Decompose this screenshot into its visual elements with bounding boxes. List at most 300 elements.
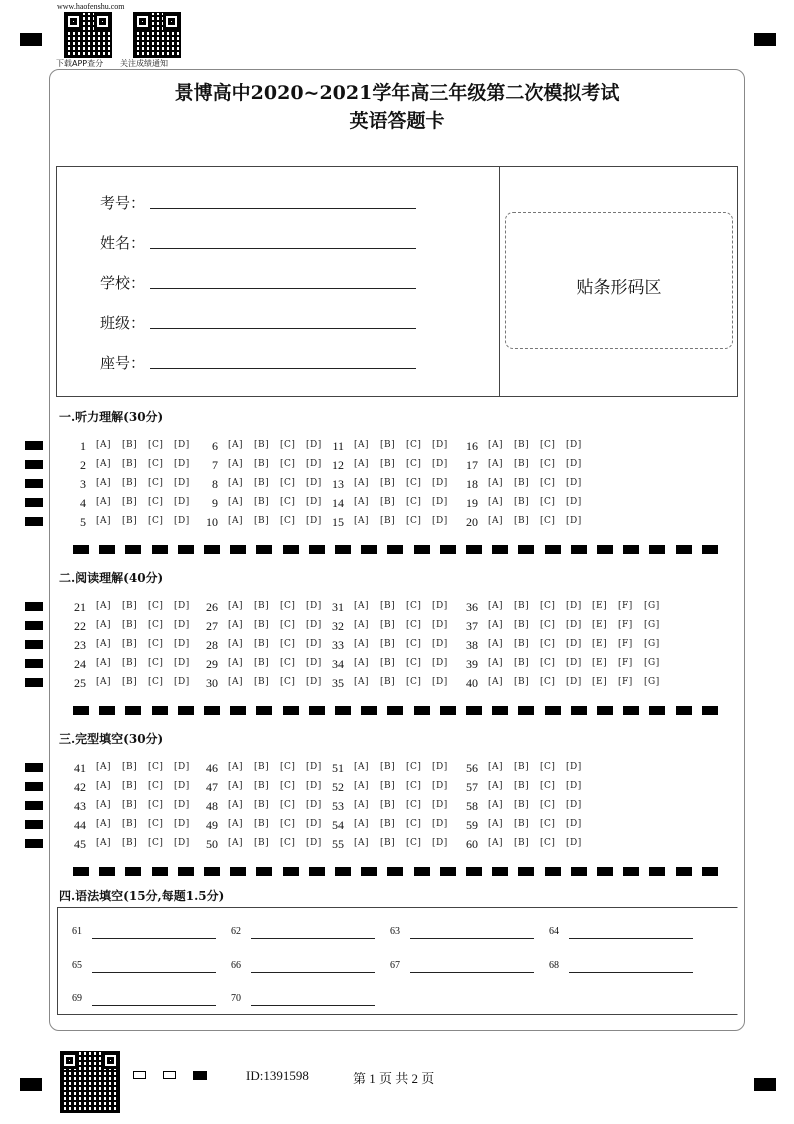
answer-bubble[interactable]: [B] [380,459,396,469]
answer-bubble[interactable]: [C] [406,838,422,848]
answer-bubble[interactable]: [B] [514,781,530,791]
answer-bubble[interactable]: [B] [122,781,138,791]
question-number: 48 [206,799,218,813]
answer-bubble[interactable]: [E] [592,677,608,687]
answer-bubble[interactable]: [B] [514,677,530,687]
question-number: 5 [80,515,86,529]
answer-bubble[interactable]: [C] [280,781,296,791]
answer-bubble[interactable]: [F] [618,601,633,611]
answer-bubble[interactable]: [D] [432,497,448,507]
answer-bubble[interactable]: [C] [280,478,296,488]
answer-bubble[interactable]: [C] [406,819,422,829]
qr-code-app-icon [64,12,112,58]
answer-bubble[interactable]: [A] [488,819,504,829]
answer-bubble[interactable]: [C] [406,497,422,507]
answer-bubble[interactable]: [G] [644,677,660,687]
answer-bubble[interactable]: [D] [566,781,582,791]
answer-bubble[interactable]: [B] [122,601,138,611]
answer-bubble[interactable]: [B] [122,658,138,668]
answer-bubble[interactable]: [D] [432,601,448,611]
separator-dash [125,545,141,554]
answer-bubble[interactable]: [C] [280,639,296,649]
row-timing-mark [25,782,43,791]
answer-bubble[interactable]: [D] [432,516,448,526]
answer-bubble[interactable]: [D] [306,639,322,649]
answer-bubble[interactable]: [D] [306,658,322,668]
answer-bubble[interactable]: [D] [174,497,190,507]
answer-bubble[interactable]: [B] [514,620,530,630]
answer-bubble[interactable]: [B] [514,658,530,668]
info-field-input-line[interactable] [150,368,416,369]
answer-bubble[interactable]: [B] [514,478,530,488]
answer-bubble[interactable]: [C] [280,838,296,848]
answer-bubble[interactable]: [B] [122,516,138,526]
answer-bubble[interactable]: [C] [406,440,422,450]
answer-bubble[interactable]: [C] [406,620,422,630]
answer-bubble[interactable]: [D] [174,516,190,526]
separator-dash [256,867,272,876]
answer-bubble[interactable]: [B] [254,440,270,450]
answer-bubble[interactable]: [B] [122,762,138,772]
answer-bubble[interactable]: [D] [306,781,322,791]
question-number: 4 [80,496,86,510]
answer-bubble[interactable]: [C] [280,516,296,526]
answer-bubble[interactable]: [D] [566,819,582,829]
registration-mark-bottom-left [20,1078,42,1091]
separator-dash [387,706,403,715]
answer-bubble[interactable]: [C] [406,516,422,526]
answer-bubble[interactable]: [C] [406,478,422,488]
answer-bubble[interactable]: [C] [148,601,164,611]
answer-bubble[interactable]: [A] [96,762,112,772]
answer-bubble[interactable]: [C] [148,781,164,791]
separator-dash [283,545,299,554]
answer-bubble[interactable]: [B] [122,440,138,450]
answer-bubble[interactable]: [B] [122,677,138,687]
answer-bubble[interactable]: [D] [566,497,582,507]
answer-bubble[interactable]: [A] [96,677,112,687]
answer-bubble[interactable]: [A] [488,601,504,611]
answer-bubble[interactable]: [A] [228,497,244,507]
answer-bubble[interactable]: [C] [406,677,422,687]
answer-bubble[interactable]: [C] [540,478,556,488]
answer-bubble[interactable]: [B] [254,781,270,791]
answer-bubble[interactable]: [C] [406,762,422,772]
answer-bubble[interactable]: [D] [432,459,448,469]
answer-bubble[interactable]: [D] [306,620,322,630]
answer-bubble[interactable]: [C] [280,762,296,772]
answer-bubble[interactable]: [C] [148,620,164,630]
answer-bubble[interactable]: [A] [228,762,244,772]
answer-bubble[interactable]: [D] [306,677,322,687]
answer-bubble[interactable]: [B] [380,658,396,668]
grammar-answer-line[interactable] [251,1005,375,1006]
answer-bubble[interactable]: [D] [432,819,448,829]
answer-bubble[interactable]: [D] [432,658,448,668]
answer-bubble[interactable]: [C] [148,658,164,668]
separator-dash [545,867,561,876]
answer-bubble[interactable]: [B] [254,497,270,507]
answer-bubble[interactable]: [D] [174,620,190,630]
answer-bubble[interactable]: [A] [228,601,244,611]
answer-bubble[interactable]: [D] [174,781,190,791]
grammar-answer-line[interactable] [410,938,534,939]
info-field-input-line[interactable] [150,208,416,209]
answer-bubble[interactable]: [B] [254,459,270,469]
separator-dash [518,706,534,715]
answer-bubble[interactable]: [A] [96,781,112,791]
row-timing-mark [25,517,43,526]
answer-bubble[interactable]: [D] [432,781,448,791]
answer-bubble[interactable]: [D] [306,516,322,526]
answer-bubble[interactable]: [D] [566,838,582,848]
answer-bubble[interactable]: [C] [280,620,296,630]
answer-bubble[interactable]: [B] [380,781,396,791]
registration-mark-top-right [754,33,776,46]
info-field-input-line[interactable] [150,328,416,329]
answer-bubble[interactable]: [A] [354,459,370,469]
answer-bubble[interactable]: [C] [406,658,422,668]
answer-bubble[interactable]: [C] [406,781,422,791]
answer-bubble[interactable]: [B] [380,762,396,772]
answer-bubble[interactable]: [A] [96,497,112,507]
answer-bubble[interactable]: [A] [228,819,244,829]
answer-bubble[interactable]: [C] [148,800,164,810]
answer-bubble[interactable]: [E] [592,601,608,611]
answer-bubble[interactable]: [D] [566,601,582,611]
answer-bubble[interactable]: [C] [540,800,556,810]
grammar-question-number: 68 [549,960,559,971]
answer-bubble[interactable]: [A] [228,639,244,649]
answer-bubble[interactable]: [A] [354,620,370,630]
answer-bubble[interactable]: [C] [148,459,164,469]
answer-bubble[interactable]: [A] [488,478,504,488]
answer-bubble[interactable]: [D] [566,762,582,772]
answer-bubble[interactable]: [C] [540,838,556,848]
answer-bubble[interactable]: [F] [618,677,633,687]
answer-bubble[interactable]: [A] [488,658,504,668]
answer-bubble[interactable]: [C] [280,601,296,611]
answer-bubble[interactable]: [D] [566,639,582,649]
separator-dash [545,545,561,554]
answer-bubble[interactable]: [C] [280,440,296,450]
answer-bubble[interactable]: [B] [254,800,270,810]
answer-bubble[interactable]: [C] [406,800,422,810]
answer-bubble[interactable]: [A] [488,497,504,507]
separator-dash [492,545,508,554]
answer-bubble[interactable]: [A] [488,440,504,450]
answer-bubble[interactable]: [C] [280,459,296,469]
answer-bubble[interactable]: [D] [566,478,582,488]
answer-bubble[interactable]: [D] [432,838,448,848]
answer-bubble[interactable]: [F] [618,639,633,649]
answer-bubble[interactable]: [G] [644,601,660,611]
grammar-answer-line[interactable] [92,1005,216,1006]
answer-bubble[interactable]: [B] [380,639,396,649]
answer-bubble[interactable]: [A] [354,800,370,810]
answer-bubble[interactable]: [D] [432,677,448,687]
answer-bubble[interactable]: [A] [488,838,504,848]
answer-bubble[interactable]: [B] [514,800,530,810]
grammar-question-number: 63 [390,926,400,937]
answer-bubble[interactable]: [D] [306,762,322,772]
answer-bubble[interactable]: [E] [592,658,608,668]
answer-bubble[interactable]: [D] [306,800,322,810]
separator-dash [387,867,403,876]
info-field-input-line[interactable] [150,248,416,249]
answer-bubble[interactable]: [C] [540,620,556,630]
answer-bubble[interactable]: [B] [514,838,530,848]
answer-bubble[interactable]: [A] [96,658,112,668]
answer-bubble[interactable]: [C] [280,677,296,687]
answer-bubble[interactable]: [D] [566,658,582,668]
answer-bubble[interactable]: [C] [540,819,556,829]
answer-bubble[interactable]: [C] [540,459,556,469]
answer-bubble[interactable]: [B] [122,497,138,507]
answer-bubble[interactable]: [D] [174,639,190,649]
answer-bubble[interactable]: [A] [354,658,370,668]
answer-bubble[interactable]: [D] [174,658,190,668]
answer-bubble[interactable]: [B] [122,800,138,810]
answer-bubble[interactable]: [B] [254,819,270,829]
answer-bubble[interactable]: [B] [380,497,396,507]
answer-bubble[interactable]: [A] [96,440,112,450]
answer-bubble[interactable]: [A] [228,838,244,848]
answer-bubble[interactable]: [G] [644,620,660,630]
answer-bubble[interactable]: [B] [254,478,270,488]
row-timing-mark [25,820,43,829]
answer-bubble[interactable]: [A] [228,516,244,526]
grammar-answer-line[interactable] [569,938,693,939]
answer-bubble[interactable]: [D] [566,516,582,526]
answer-bubble[interactable]: [D] [306,838,322,848]
answer-bubble[interactable]: [A] [96,639,112,649]
answer-bubble[interactable]: [B] [254,762,270,772]
answer-bubble[interactable]: [F] [618,620,633,630]
answer-bubble[interactable]: [B] [380,440,396,450]
answer-bubble[interactable]: [A] [354,819,370,829]
answer-bubble[interactable]: [D] [306,497,322,507]
answer-bubble[interactable]: [A] [488,800,504,810]
answer-bubble[interactable]: [B] [122,478,138,488]
answer-bubble[interactable]: [B] [514,762,530,772]
answer-bubble[interactable]: [C] [280,819,296,829]
answer-bubble[interactable]: [B] [380,819,396,829]
answer-bubble[interactable]: [B] [380,838,396,848]
answer-bubble[interactable]: [C] [540,516,556,526]
answer-bubble[interactable]: [C] [280,658,296,668]
answer-bubble[interactable]: [B] [122,838,138,848]
answer-bubble[interactable]: [D] [306,459,322,469]
answer-bubble[interactable]: [A] [96,620,112,630]
answer-bubble[interactable]: [C] [280,497,296,507]
answer-bubble[interactable]: [C] [540,762,556,772]
answer-bubble[interactable]: [A] [228,620,244,630]
answer-bubble[interactable]: [B] [254,639,270,649]
answer-bubble[interactable]: [B] [254,601,270,611]
separator-dash [518,867,534,876]
answer-bubble[interactable]: [D] [432,620,448,630]
answer-bubble[interactable]: [C] [540,497,556,507]
grammar-answer-line[interactable] [251,972,375,973]
answer-bubble[interactable]: [C] [148,838,164,848]
answer-bubble[interactable]: [D] [566,800,582,810]
answer-bubble[interactable]: [B] [254,677,270,687]
answer-bubble[interactable]: [D] [306,478,322,488]
answer-bubble[interactable]: [D] [432,639,448,649]
answer-bubble[interactable]: [D] [174,677,190,687]
answer-bubble[interactable]: [B] [514,459,530,469]
answer-bubble[interactable]: [D] [174,601,190,611]
answer-bubble[interactable]: [A] [354,516,370,526]
answer-bubble[interactable]: [C] [148,497,164,507]
answer-bubble[interactable]: [B] [122,459,138,469]
answer-bubble[interactable]: [D] [432,478,448,488]
answer-bubble[interactable]: [D] [306,440,322,450]
info-field-input-line[interactable] [150,288,416,289]
answer-bubble[interactable]: [B] [514,639,530,649]
answer-bubble[interactable]: [D] [174,440,190,450]
answer-bubble[interactable]: [D] [566,459,582,469]
answer-bubble[interactable]: [C] [540,781,556,791]
answer-bubble[interactable]: [E] [592,620,608,630]
answer-bubble[interactable]: [A] [228,658,244,668]
answer-bubble[interactable]: [C] [148,478,164,488]
answer-bubble[interactable]: [A] [96,601,112,611]
answer-bubble[interactable]: [C] [148,819,164,829]
answer-bubble[interactable]: [B] [514,440,530,450]
answer-bubble[interactable]: [A] [96,800,112,810]
answer-bubble[interactable]: [C] [406,639,422,649]
grammar-answer-line[interactable] [92,972,216,973]
grammar-answer-line[interactable] [569,972,693,973]
answer-bubble[interactable]: [A] [488,459,504,469]
answer-bubble[interactable]: [A] [228,440,244,450]
answer-bubble[interactable]: [B] [122,819,138,829]
answer-bubble[interactable]: [B] [514,819,530,829]
answer-bubble[interactable]: [B] [254,620,270,630]
answer-bubble[interactable]: [A] [96,478,112,488]
answer-bubble[interactable]: [G] [644,639,660,649]
answer-bubble[interactable]: [D] [432,800,448,810]
answer-bubble[interactable]: [D] [432,440,448,450]
answer-bubble[interactable]: [A] [96,459,112,469]
answer-bubble[interactable]: [B] [514,516,530,526]
answer-bubble[interactable]: [D] [306,601,322,611]
answer-bubble[interactable]: [B] [380,478,396,488]
answer-bubble[interactable]: [A] [228,459,244,469]
answer-bubble[interactable]: [B] [254,838,270,848]
answer-bubble[interactable]: [C] [406,601,422,611]
separator-dash [361,706,377,715]
answer-bubble[interactable]: [D] [174,800,190,810]
answer-bubble[interactable]: [C] [148,440,164,450]
answer-bubble[interactable]: [A] [488,781,504,791]
answer-bubble[interactable]: [A] [354,762,370,772]
answer-bubble[interactable]: [D] [174,762,190,772]
answer-bubble[interactable]: [C] [148,762,164,772]
answer-bubble[interactable]: [A] [228,800,244,810]
question-number: 9 [212,496,218,510]
answer-bubble[interactable]: [C] [540,440,556,450]
answer-bubble[interactable]: [B] [122,639,138,649]
answer-bubble[interactable]: [B] [380,620,396,630]
answer-bubble[interactable]: [D] [432,762,448,772]
answer-bubble[interactable]: [A] [96,838,112,848]
answer-bubble[interactable]: [B] [380,677,396,687]
answer-bubble[interactable]: [B] [254,516,270,526]
answer-bubble[interactable]: [E] [592,639,608,649]
answer-bubble[interactable]: [C] [540,601,556,611]
answer-bubble[interactable]: [B] [380,516,396,526]
answer-bubble[interactable]: [B] [254,658,270,668]
answer-bubble[interactable]: [A] [488,639,504,649]
answer-bubble[interactable]: [A] [488,620,504,630]
answer-bubble[interactable]: [A] [354,781,370,791]
answer-bubble[interactable]: [D] [174,819,190,829]
answer-bubble[interactable]: [A] [354,838,370,848]
separator-dash [361,867,377,876]
question-number: 59 [466,818,478,832]
qr-code-notify-icon [133,12,181,58]
answer-bubble[interactable]: [F] [618,658,633,668]
answer-bubble[interactable]: [B] [380,601,396,611]
answer-bubble[interactable]: [A] [488,677,504,687]
answer-bubble[interactable]: [D] [174,478,190,488]
answer-bubble[interactable]: [C] [540,639,556,649]
answer-bubble[interactable]: [B] [380,800,396,810]
answer-bubble[interactable]: [D] [566,677,582,687]
grammar-answer-line[interactable] [92,938,216,939]
answer-bubble[interactable]: [D] [174,838,190,848]
answer-bubble[interactable]: [A] [228,781,244,791]
answer-bubble[interactable]: [A] [488,762,504,772]
answer-bubble[interactable]: [A] [354,478,370,488]
answer-bubble[interactable]: [B] [514,601,530,611]
answer-bubble[interactable]: [A] [96,819,112,829]
grammar-answer-line[interactable] [410,972,534,973]
answer-bubble[interactable]: [D] [566,440,582,450]
answer-bubble[interactable]: [B] [514,497,530,507]
answer-bubble[interactable]: [A] [354,639,370,649]
answer-bubble[interactable]: [A] [354,440,370,450]
answer-bubble[interactable]: [B] [122,620,138,630]
answer-bubble[interactable]: [C] [540,658,556,668]
separator-dash [73,545,89,554]
question-number: 49 [206,818,218,832]
answer-bubble[interactable]: [A] [354,497,370,507]
grammar-answer-line[interactable] [251,938,375,939]
answer-bubble[interactable]: [A] [228,478,244,488]
answer-bubble[interactable]: [C] [148,516,164,526]
answer-bubble[interactable]: [C] [148,639,164,649]
answer-bubble[interactable]: [D] [306,819,322,829]
answer-bubble[interactable]: [D] [174,459,190,469]
answer-bubble[interactable]: [G] [644,658,660,668]
answer-bubble[interactable]: [A] [354,677,370,687]
answer-bubble[interactable]: [D] [566,620,582,630]
answer-bubble[interactable]: [C] [148,677,164,687]
answer-bubble[interactable]: [A] [354,601,370,611]
separator-dash [597,706,613,715]
answer-bubble[interactable]: [A] [488,516,504,526]
answer-bubble[interactable]: [C] [406,459,422,469]
answer-bubble[interactable]: [A] [96,516,112,526]
answer-bubble[interactable]: [A] [228,677,244,687]
answer-bubble[interactable]: [C] [540,677,556,687]
footer-square-outline-2 [163,1071,176,1079]
answer-bubble[interactable]: [C] [280,800,296,810]
